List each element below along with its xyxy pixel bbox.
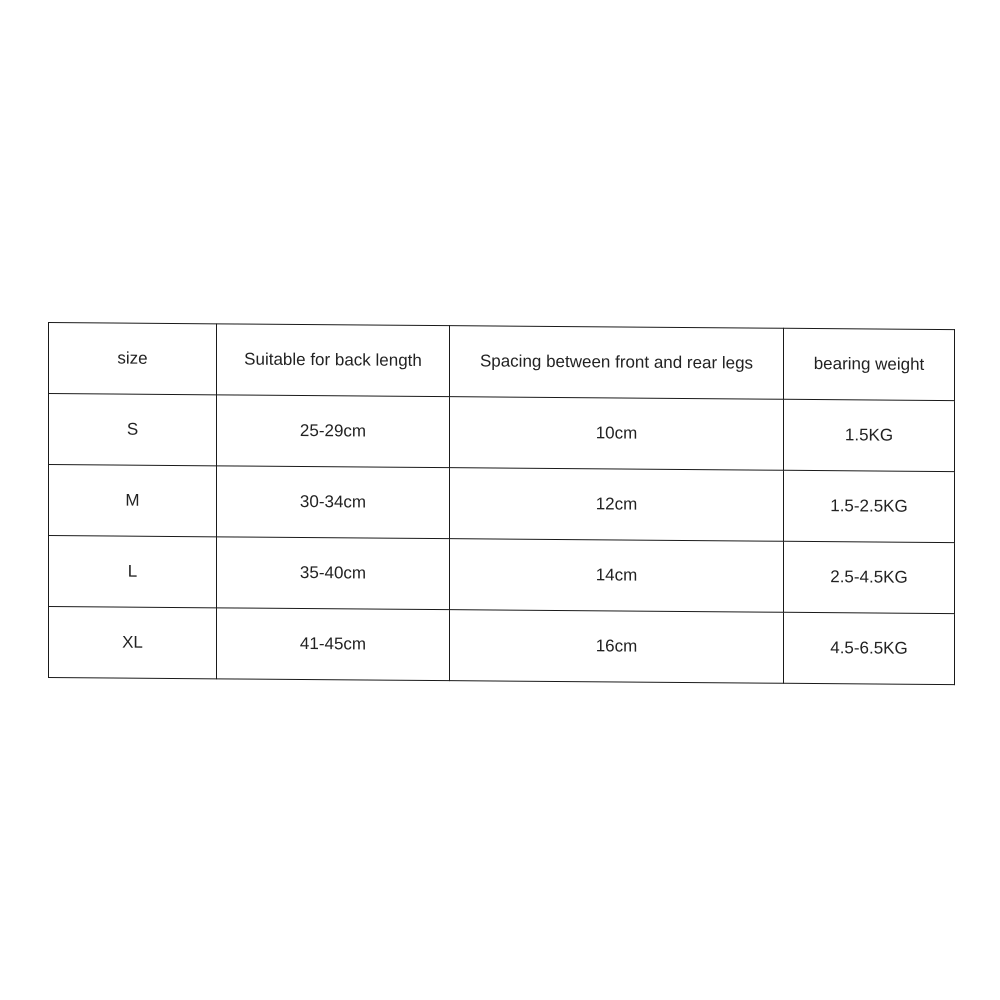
table-row <box>49 536 955 614</box>
cell-bearing-weight: 2.5-4.5KG <box>784 541 955 613</box>
header-cell-size: size <box>49 323 217 395</box>
header-cell-bearing-weight: bearing weight <box>784 328 955 400</box>
table-row <box>49 394 955 472</box>
cell-size: XL <box>49 607 217 679</box>
cell-size: S <box>49 394 217 466</box>
cell-back-length: 41-45cm <box>217 608 450 681</box>
cell-leg-spacing: 12cm <box>450 468 784 542</box>
header-cell-back-length: Suitable for back length <box>217 324 450 397</box>
cell-leg-spacing: 10cm <box>450 397 784 471</box>
cell-back-length: 25-29cm <box>217 395 450 468</box>
size-chart-table <box>48 322 955 685</box>
header-cell-leg-spacing: Spacing between front and rear legs <box>450 326 784 400</box>
cell-bearing-weight: 1.5KG <box>784 399 955 471</box>
cell-size: M <box>49 465 217 537</box>
table-row <box>49 465 955 543</box>
cell-bearing-weight: 1.5-2.5KG <box>784 470 955 542</box>
cell-back-length: 30-34cm <box>217 466 450 539</box>
cell-back-length: 35-40cm <box>217 537 450 610</box>
table-row <box>49 607 955 685</box>
cell-leg-spacing: 16cm <box>450 610 784 684</box>
cell-leg-spacing: 14cm <box>450 539 784 613</box>
header-row <box>49 323 955 401</box>
cell-size: L <box>49 536 217 608</box>
cell-bearing-weight: 4.5-6.5KG <box>784 612 955 684</box>
